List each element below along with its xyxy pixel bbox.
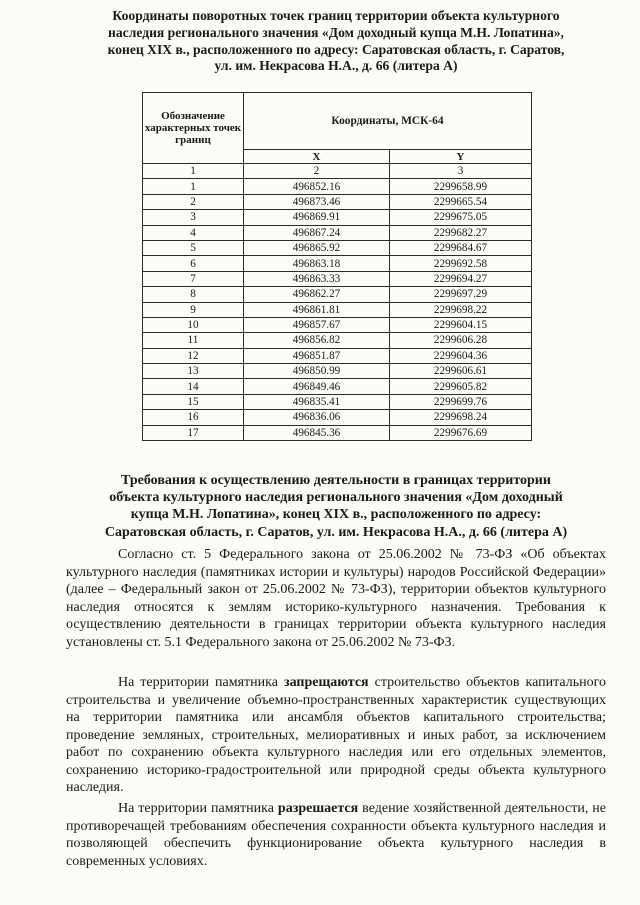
heading-line: ул. им. Некрасова Н.А., д. 66 (литера А) [214, 58, 458, 74]
header-point-label: Обозначение характерных точек границ [143, 93, 244, 164]
table-row [143, 364, 532, 379]
heading-line: купца М.Н. Лопатина», конец XIX в., расположенного по адресу: [130, 507, 542, 523]
x-coordinate-cell: 496850.99 [244, 364, 390, 379]
header-coordinates: Координаты, МСК-64 [244, 93, 532, 150]
paragraph-prohibitions [66, 674, 606, 797]
point-number-cell: 5 [143, 240, 244, 255]
paragraph-text [66, 800, 606, 870]
point-number-cell: 1 [143, 179, 244, 194]
table-row [143, 271, 532, 286]
heading-line: Координаты поворотных точек границ территории объекта культурного [112, 8, 560, 23]
x-coordinate-cell: 496869.91 [244, 210, 390, 225]
table-row [143, 317, 532, 332]
x-coordinate-cell: 496852.16 [244, 179, 390, 194]
y-coordinate-cell: 2299606.61 [390, 364, 532, 379]
x-coordinate-cell: 496849.46 [244, 379, 390, 394]
emphasis-allowed: разрешается [277, 801, 359, 816]
y-coordinate-cell: 2299658.99 [390, 179, 532, 194]
x-coordinate-cell: 496857.67 [244, 317, 390, 332]
index-cell: 2 [244, 164, 390, 179]
y-coordinate-cell: 2299682.27 [390, 225, 532, 240]
y-coordinate-cell: 2299698.24 [390, 410, 532, 425]
x-coordinate-cell: 496836.06 [244, 410, 390, 425]
point-number-cell: 12 [143, 348, 244, 363]
x-coordinate-cell: 496861.81 [244, 302, 390, 317]
y-coordinate-cell: 2299676.69 [390, 425, 532, 440]
table-row [143, 179, 532, 194]
y-coordinate-cell: 2299692.58 [390, 256, 532, 271]
point-number-cell: 9 [143, 302, 244, 317]
table-row [143, 425, 532, 440]
x-coordinate-cell: 496851.87 [244, 348, 390, 363]
point-number-cell: 7 [143, 271, 244, 286]
x-coordinate-cell: 496873.46 [244, 194, 390, 209]
requirements-heading [66, 472, 606, 541]
x-coordinate-cell: 496835.41 [244, 394, 390, 409]
paragraph-legal-basis [66, 546, 606, 651]
index-cell: 3 [390, 164, 532, 179]
point-number-cell: 6 [143, 256, 244, 271]
table-row [143, 256, 532, 271]
x-coordinate-cell: 496863.18 [244, 256, 390, 271]
table-row [143, 240, 532, 255]
paragraph-text: Согласно ст. 5 Федерального закона от 25.06.2002 № 73-ФЗ «Об объектах культурного наследия (памятниках истории и культуры) народов Российской Федерации» (далее – Федеральный закон от 25.06.2002 № 73-ФЗ), территории объектов культурного наследия относятся к землям историко-культурного назначения. Требования к осуществлению деятельности в границах территории объекта культурного наследия установлены ст. 5.1 Федерального закона от 25.06.2002 № 73-ФЗ. [66, 547, 606, 650]
table-row [143, 225, 532, 240]
paragraph-permissions [66, 800, 606, 870]
paragraph-rest: строительство объектов капитального строительства и увеличение объемно-пространственных характеристик существующих на территории памятника или ансамбля объектов капитального строительства; проведение земляных, строительных, мелиоративных и иных работ, за исключением работ по сохранению объекта культурного наследия или его отдельных элементов, сохранению историко-градостроительной или природной среды объекта культурного наследия. [66, 675, 606, 795]
heading-line: Саратовская область, г. Саратов, ул. им. Некрасова Н.А., д. 66 (литера А) [104, 524, 568, 540]
paragraph-lead: На территории памятника [118, 801, 274, 816]
point-number-cell: 2 [143, 194, 244, 209]
coordinates-heading [66, 8, 606, 75]
point-number-cell: 13 [143, 364, 244, 379]
emphasis-prohibited: запрещаются [283, 675, 369, 690]
heading-line: конец XIX в., расположенного по адресу: Саратовская область, г. Саратов, [107, 41, 565, 57]
y-coordinate-cell: 2299684.67 [390, 240, 532, 255]
table-row [143, 379, 532, 394]
table-row [143, 410, 532, 425]
coordinates-table [142, 92, 532, 441]
y-coordinate-cell: 2299699.76 [390, 394, 532, 409]
point-number-cell: 15 [143, 394, 244, 409]
y-coordinate-cell: 2299675.05 [390, 210, 532, 225]
table-row [143, 194, 532, 209]
y-coordinate-cell: 2299698.22 [390, 302, 532, 317]
x-coordinate-cell: 496862.27 [244, 287, 390, 302]
heading-line: наследия регионального значения «Дом доходный купца М.Н. Лопатина», [108, 24, 564, 40]
y-coordinate-cell: 2299605.82 [390, 379, 532, 394]
table-row [143, 394, 532, 409]
coordinates-rows [143, 179, 532, 441]
paragraph-text [66, 674, 606, 797]
x-coordinate-cell: 496865.92 [244, 240, 390, 255]
point-number-cell: 11 [143, 333, 244, 348]
point-number-cell: 10 [143, 317, 244, 332]
y-coordinate-cell: 2299604.36 [390, 348, 532, 363]
x-coordinate-cell: 496867.24 [244, 225, 390, 240]
index-cell: 1 [143, 164, 244, 179]
paragraph-rest: ведение хозяйственной деятельности, не противоречащей требованиям обеспечения сохранности объекта культурного наследия и позволяющей обеспечить функционирование объекта культурного наследия в современных условиях. [66, 801, 607, 869]
y-coordinate-cell: 2299697.29 [390, 287, 532, 302]
table-row [143, 348, 532, 363]
point-number-cell: 17 [143, 425, 244, 440]
table-row [143, 302, 532, 317]
y-coordinate-cell: 2299606.28 [390, 333, 532, 348]
x-coordinate-cell: 496845.36 [244, 425, 390, 440]
y-coordinate-cell: 2299604.15 [390, 317, 532, 332]
x-coordinate-cell: 496856.82 [244, 333, 390, 348]
point-number-cell: 3 [143, 210, 244, 225]
x-coordinate-cell: 496863.33 [244, 271, 390, 286]
point-number-cell: 14 [143, 379, 244, 394]
table-row [143, 210, 532, 225]
heading-line: объекта культурного наследия регионального значения «Дом доходный [109, 490, 563, 506]
point-number-cell: 4 [143, 225, 244, 240]
y-coordinate-cell: 2299665.54 [390, 194, 532, 209]
header-x: X [244, 150, 390, 164]
header-y: Y [390, 150, 532, 164]
paragraph-lead: На территории памятника [118, 675, 278, 690]
table-row [143, 333, 532, 348]
index-row [143, 164, 532, 179]
point-number-cell: 8 [143, 287, 244, 302]
point-number-cell: 16 [143, 410, 244, 425]
heading-line: Требования к осуществлению деятельности в границах территории [121, 473, 551, 488]
y-coordinate-cell: 2299694.27 [390, 271, 532, 286]
table-row [143, 287, 532, 302]
